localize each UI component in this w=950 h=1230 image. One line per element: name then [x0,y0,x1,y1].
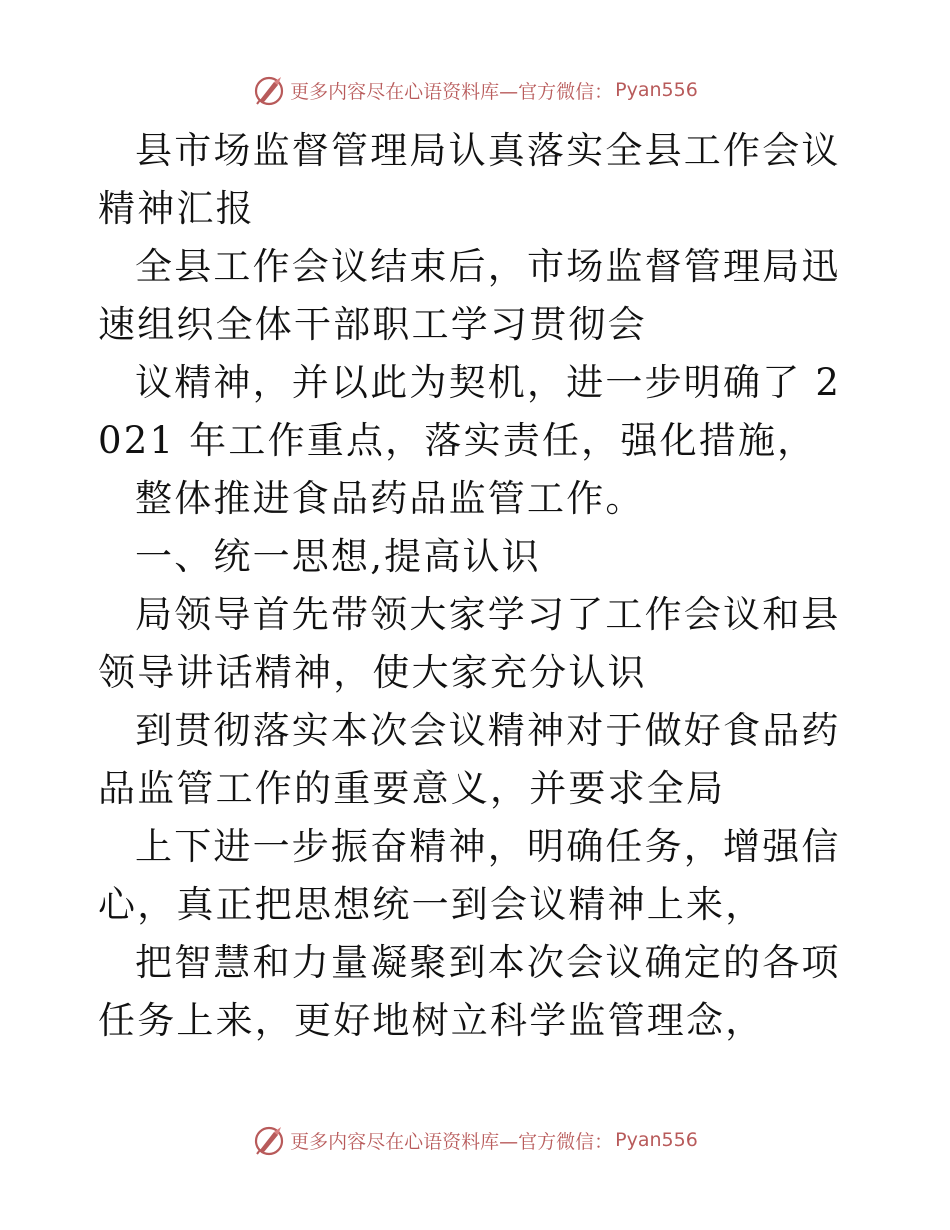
footer-watermark [0,1120,950,1160]
watermark-text: 更多内容尽在心语资料库—官方微信： [290,1130,614,1153]
section-heading-1: 一、统一思想,提高认识 [135,535,541,578]
paragraph-7: 把智慧和力量凝聚到本次会议确定的各项任务上来，更好地树立科学监管理念， [98,941,841,1042]
document-body [98,122,858,1050]
header-watermark [0,70,950,110]
paragraph-4: 局领导首先带领大家学习了工作会议和县领导讲话精神，使大家充分认识 [98,593,841,694]
watermark-text: 更多内容尽在心语资料库—官方微信： [290,80,614,103]
paragraph-5: 到贯彻落实本次会议精神对于做好食品药品监管工作的重要意义，并要求全局 [98,709,841,810]
quill-pen-circle-icon [252,73,286,107]
paragraph-3: 整体推进食品药品监管工作。 [135,477,645,520]
quill-pen-circle-icon [252,1123,286,1157]
paragraph-6: 上下进一步振奋精神，明确任务，增强信心，真正把思想统一到会议精神上来， [98,825,841,926]
paragraph-1: 全县工作会议结束后，市场监督管理局迅速组织全体干部职工学习贯彻会 [98,245,841,346]
document-title: 县市场监督管理局认真落实全县工作会议精神汇报 [98,129,841,230]
watermark-wechat-id: Pyan556 [615,79,698,101]
paragraph-2: 议精神，并以此为契机，进一步明确了 2021 年工作重点，落实责任，强化措施， [98,361,842,462]
watermark-wechat-id: Pyan556 [615,1129,698,1151]
